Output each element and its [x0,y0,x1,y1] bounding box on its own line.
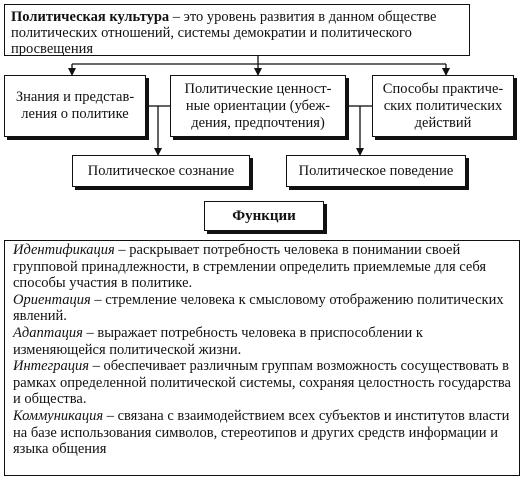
function-term: Идентификация [13,242,115,258]
function-item-integration [13,358,513,408]
result-political-consciousness: Политическое сознание [72,155,250,187]
function-description: – связана с взаимодействием всех субъектов и институтов власти на базе использования символов, стереотипов и других средств информации и языка общения [13,407,510,458]
function-term: Ориентация [13,291,91,308]
function-item-adaptation [13,325,513,358]
result-political-behavior: Политическое поведение [286,155,466,187]
function-term: Интеграция [13,358,89,375]
definition-text: – это уровень развития в данном обществе политических отношений, системы демократии и политического просвещения [11,9,437,57]
function-description: – раскрывает потребность человека в понимании своей групповой принадлежности, в стремлении определить приемлемые для себя способы участия в политике. [13,242,487,292]
function-term: Адаптация [13,324,83,341]
component-knowledge: Знания и представ- ления о политике [4,75,146,137]
function-description: – стремление человека к смысловому отображению политических явлений. [13,291,504,325]
function-description: – обеспечивает различным группам возможность сосуществовать в рамках определенной политической системы, сохраняя целостность государства и общества. [13,358,511,408]
function-item-orientation [13,292,513,325]
functions-heading: Функции [204,201,324,231]
definition-term: Политическая культура [11,9,170,25]
function-item-communication [13,408,513,458]
component-practical-actions: Способы практиче- ских политических действий [372,75,514,137]
function-term: Коммуникация [13,407,104,424]
function-item-identification [13,242,513,292]
functions-list [4,240,520,476]
function-description: – выражает потребность человека в приспособлении к изменяющейся политической жизни. [13,324,423,358]
definition-box [4,4,470,56]
component-value-orientations: Политические ценност- ные ориентации (убеж- дения, предпочтения) [170,75,346,137]
